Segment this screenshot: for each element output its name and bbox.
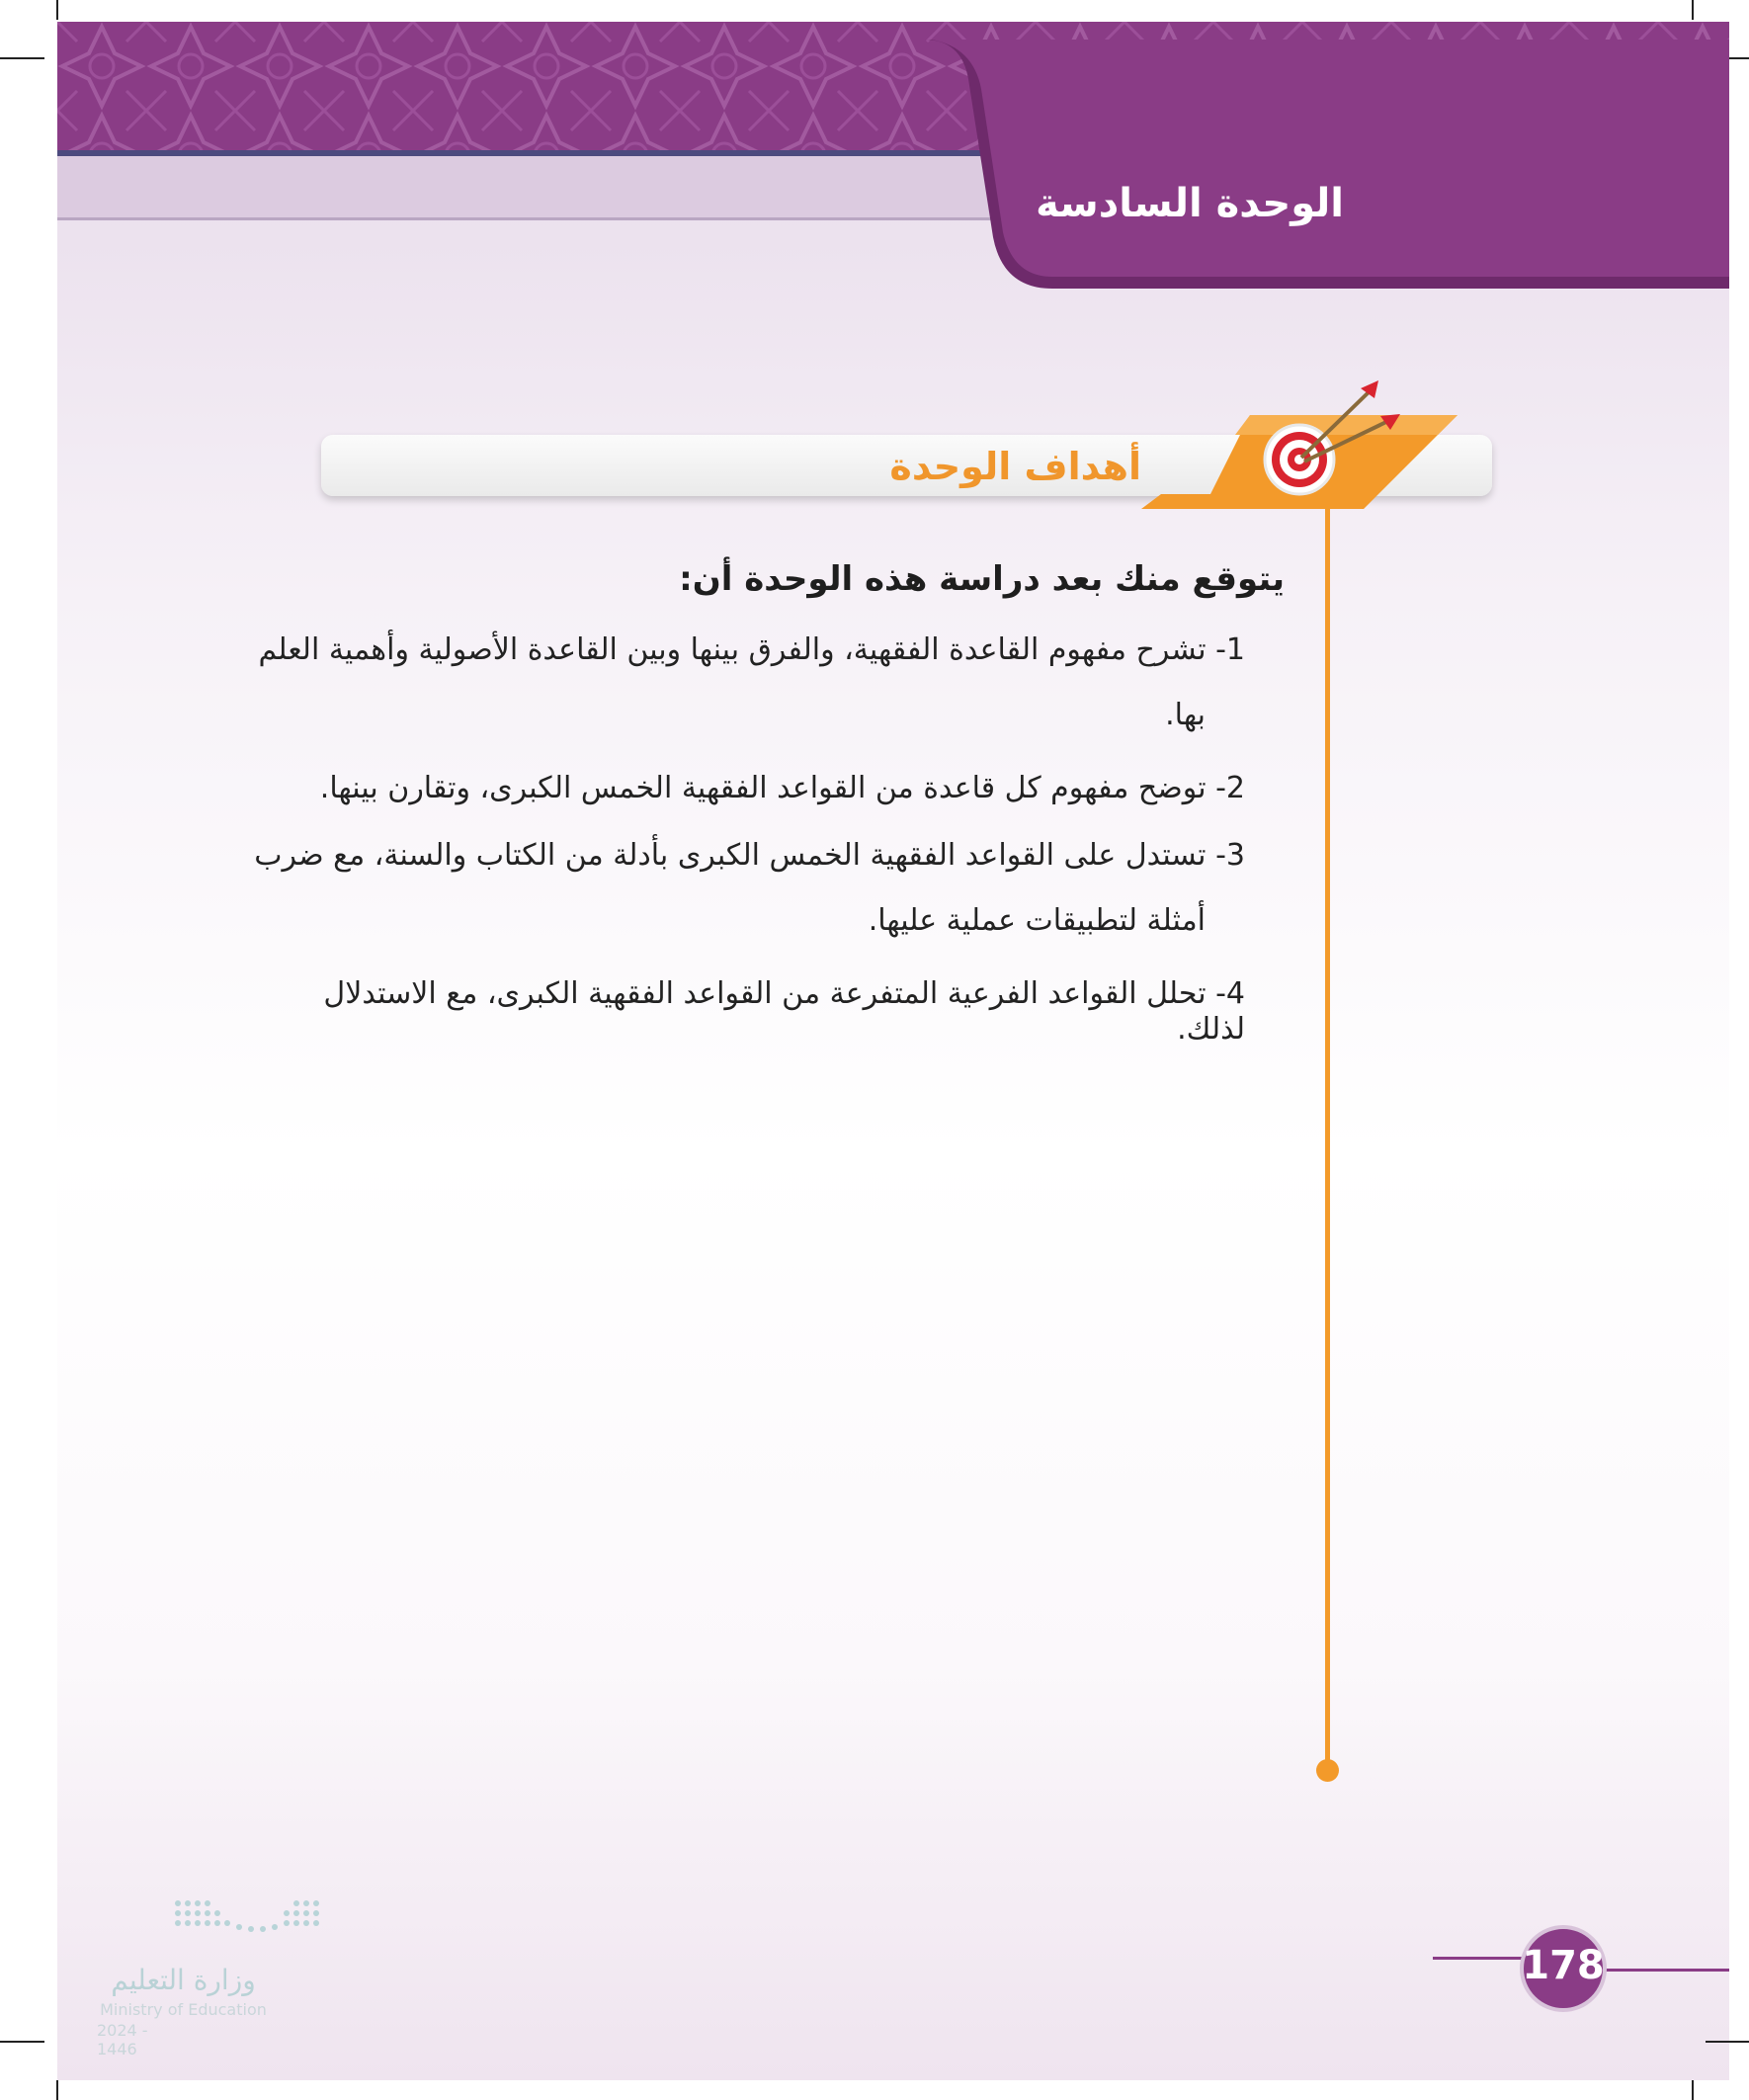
ministry-name-arabic: وزارة التعليم (111, 1964, 256, 1996)
crop-mark (0, 57, 44, 59)
goals-title: أهداف الوحدة (889, 445, 1141, 488)
ministry-year: 2024 - 1446 (97, 2021, 148, 2058)
list-item-line: 4- تحلل القواعد الفرعية المتفرعة من القواعد الفقهية الكبرى، مع الاستدلال لذلك. (323, 976, 1245, 1047)
goals-intro: يتوقع منك بعد دراسة هذه الوحدة أن: (679, 559, 1285, 599)
footer-line (1606, 1969, 1729, 1972)
crop-mark (1692, 0, 1694, 20)
list-item-line: أمثلة لتطبيقات عملية عليها. (868, 903, 1206, 938)
target-with-arrows-icon (1141, 380, 1458, 514)
crop-mark (1692, 2080, 1694, 2100)
unit-title: الوحدة السادسة (1036, 181, 1344, 226)
list-item (247, 976, 1245, 1048)
page-number: 178 (1522, 1943, 1605, 1988)
ministry-name-english: Ministry of Education (100, 2000, 267, 2019)
footer-line (1433, 1957, 1522, 1960)
page-background (57, 22, 1729, 2080)
list-item (247, 838, 1245, 939)
list-item (247, 632, 1245, 733)
crop-mark (56, 2080, 58, 2100)
crop-mark (56, 0, 58, 20)
unit-tab (924, 40, 1729, 289)
crop-mark (1706, 2041, 1749, 2043)
list-item-line: بها. (1165, 698, 1206, 732)
crop-mark (0, 2041, 44, 2043)
list-item-line: 1- تشرح مفهوم القاعدة الفقهية، والفرق بينها وبين القاعدة الأصولية وأهمية العلم (258, 632, 1245, 667)
timeline-line (1325, 494, 1330, 1769)
timeline-end-dot (1316, 1759, 1339, 1782)
ministry-logo-dots (170, 1897, 328, 1937)
list-item-line: 2- توضح مفهوم كل قاعدة من القواعد الفقهية الخمس الكبرى، وتقارن بينها. (319, 771, 1245, 805)
list-item (247, 771, 1245, 806)
list-item-line: 3- تستدل على القواعد الفقهية الخمس الكبرى بأدلة من الكتاب والسنة، مع ضرب (254, 838, 1245, 873)
